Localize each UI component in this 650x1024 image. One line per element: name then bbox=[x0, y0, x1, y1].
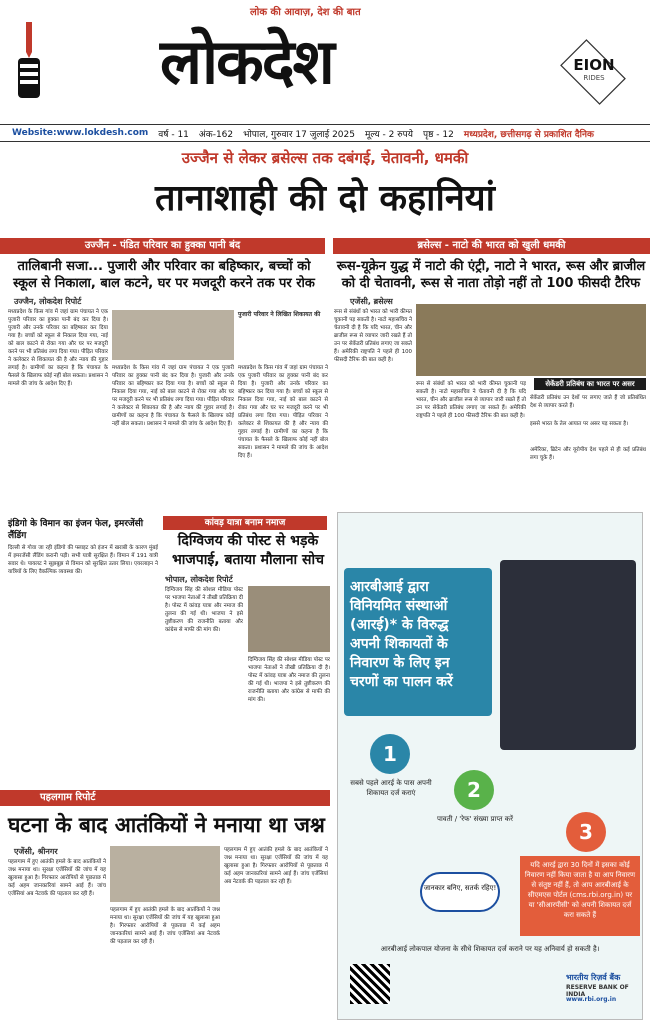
pahalgam-bar: पहलगाम रिपोर्ट bbox=[0, 790, 330, 806]
pahalgam-byline: एजेंसी, श्रीनगर bbox=[14, 847, 58, 856]
lead-headline: तानाशाही की दो कहानियां bbox=[155, 178, 495, 219]
right-byline: एजेंसी, ब्रसेल्स bbox=[350, 297, 393, 306]
mid-kicker: कांवड़ यात्रा बनाम नमाज bbox=[163, 516, 327, 530]
pahalgam-col3: पहलगाम में हुए आतंकी हमले के बाद आतंकियों ने जश्न मनाया था। सुरक्षा एजेंसियों की जांच में यह खुलासा हुआ है। गिरफ्तार आरोपियों से पूछताछ में कई अहम जानकारियां सामने आई हैं। जांच एजेंसियां अब नेटवर्क की पड़ताल कर रही हैं। bbox=[224, 847, 328, 885]
right-story-col2: रूस से संबंधों को भारत को भारी कीमत चुकानी पड़ सकती है। नाटो महासचिव ने चेतावनी दी है कि यदि भारत, चीन और ब्राजील रूस से व्यापार जारी रखते हैं तो उन पर सेकेंडरी प्रतिबंध लगाए जा सकते हैं। अमेरिकी राष्ट्रपति ने पहले ही 100 फीसदी टैरिफ की बात कही है। bbox=[416, 381, 526, 419]
pages-label: पृष्ठ - 12 bbox=[422, 129, 454, 140]
eion-logo-text: EION bbox=[573, 56, 615, 74]
lead-kicker: उज्जैन से लेकर ब्रसेल्स तक दबंगई, चेतावनी, धमकी bbox=[181, 149, 469, 167]
ad-brand-en: RESERVE BANK OF INDIA bbox=[566, 984, 629, 998]
pahalgam-col1: पहलगाम में हुए आतंकी हमले के बाद आतंकियों ने जश्न मनाया था। सुरक्षा एजेंसियों की जांच में यह खुलासा हुआ है। गिरफ्तार आरोपियों से पूछताछ में कई अहम जानकारियां सामने आई हैं। जांच एजेंसियां अब नेटवर्क की पड़ताल कर रही हैं। bbox=[8, 859, 106, 897]
pen-fist-logo-icon bbox=[8, 22, 48, 112]
left-story-headline: तालिबानी सजा... पुजारी और परिवार का बहिष्कार, बच्चों को स्कूल से निकाला, बाल कटने, घर पर मजदूरी करने तक पर रोक bbox=[13, 259, 315, 291]
left-byline: उज्जैन, लोकदेश रिपोर्ट bbox=[14, 297, 82, 306]
dateline: भोपाल, गुरुवार 17 जुलाई 2025 bbox=[243, 129, 355, 140]
ad-url[interactable]: www.rbi.org.in bbox=[566, 996, 617, 1003]
right-bullets bbox=[530, 394, 646, 470]
pahalgam-headline: घटना के बाद आतंकियों ने मनाया था जश्न bbox=[8, 813, 325, 837]
left-story-photo bbox=[112, 310, 234, 360]
eion-logo-sub: RIDES bbox=[583, 74, 605, 82]
left-photo-caption: पुजारी परिवार ने लिखित शिकायत की bbox=[238, 311, 321, 318]
right-story-photo bbox=[416, 304, 646, 376]
ad-step2-text: पावती / 'रेफ' संख्या प्राप्त करें bbox=[437, 815, 513, 823]
right-story-col1: रूस से संबंधों को भारत को भारी कीमत चुकानी पड़ सकती है। नाटो महासचिव ने चेतावनी दी है कि यदि भारत, चीन और ब्राजील रूस से व्यापार जारी रखते हैं तो उन पर सेकेंडरी प्रतिबंध लगाए जा सकते हैं। अमेरिकी राष्ट्रपति ने पहले ही 100 फीसदी टैरिफ की बात कही है। bbox=[334, 309, 412, 363]
right-section-bar: ब्रसेल्स - नाटो की भारत को खुली धमकी bbox=[333, 238, 650, 254]
mid-byline: भोपाल, लोकदेश रिपोर्ट bbox=[165, 575, 233, 584]
brief-text: दिल्ली से गोवा जा रही इंडिगो की फ्लाइट को इंजन में खराबी के कारण मुंबई में इमरजेंसी लैंडिंग करानी पड़ी। सभी यात्री सुरक्षित हैं। विमान में 191 यात्री सवार थे। पायलट ने सूझबूझ से विमान को सुरक्षित उतार लिया। एयरलाइन ने यात्रियों के लिए वैकल्पिक व्यवस्था की। bbox=[8, 545, 158, 575]
ad-step3-icon: 3 bbox=[566, 812, 606, 852]
left-story-col1: मध्यप्रदेश के किस गांव में जहां ग्राम पंचायत ने एक पुजारी परिवार का हुक्का पानी बंद कर दिया है। पुजारी और उनके परिवार का बहिष्कार कर दिया गया है। बच्चों को स्कूल से निकाल दिया गया, नाई को बाल काटने से रोका गया और घर पर मजदूरी करने पर भी प्रतिबंध लगा दिया गया। पीड़ित परिवार ने कलेक्टर से शिकायत की है और न्याय की गुहार लगाई है। ग्रामीणों का कहना है कि पंचायत के फैसले के खिलाफ कोई नहीं बोल सकता। प्रशासन ने मामले की जांच के आदेश दिए हैं। bbox=[8, 309, 108, 387]
ad-qr-code[interactable] bbox=[350, 964, 390, 1004]
ad-person-photo bbox=[500, 560, 636, 750]
mid-story-photo bbox=[248, 586, 330, 652]
website-link[interactable]: Website:www.lokdesh.com bbox=[12, 128, 149, 138]
pahalgam-col2: पहलगाम में हुए आतंकी हमले के बाद आतंकियों ने जश्न मनाया था। सुरक्षा एजेंसियों की जांच में यह खुलासा हुआ है। गिरफ्तार आरोपियों से पूछताछ में कई अहम जानकारियां सामने आई हैं। जांच एजेंसियां अब नेटवर्क की पड़ताल कर रही हैं। bbox=[110, 907, 220, 945]
ad-step2-icon: 2 bbox=[454, 770, 494, 810]
left-story-col3: मध्यप्रदेश के किस गांव में जहां ग्राम पंचायत ने एक पुजारी परिवार का हुक्का पानी बंद कर दिया है। पुजारी और उनके परिवार का बहिष्कार कर दिया गया है। बच्चों को स्कूल से निकाल दिया गया, नाई को बाल काटने से रोका गया और घर पर मजदूरी करने पर भी प्रतिबंध लगा दिया गया। पीड़ित परिवार ने कलेक्टर से शिकायत की है और न्याय की गुहार लगाई है। ग्रामीणों का कहना है कि पंचायत के फैसले के खिलाफ कोई नहीं बोल सकता। प्रशासन ने मामले की जांच के आदेश दिए हैं। bbox=[238, 365, 328, 459]
ad-brand: भारतीय रिज़र्व बैंक bbox=[566, 973, 621, 982]
left-section-bar: उज्जैन - पंडित परिवार का हुक्का पानी बंद bbox=[0, 238, 325, 254]
bullet-2: इससे भारत के तेल आयात पर असर पड़ सकता है। bbox=[530, 421, 629, 427]
bullet-1: सेकेंडरी प्रतिबंध उन देशों पर लगाए जाते हैं जो प्रतिबंधित देश से व्यापार करते हैं। bbox=[530, 395, 646, 409]
masthead-tagline: लोक की आवाज़, देश की बात bbox=[250, 7, 361, 18]
ad-step1-icon: 1 bbox=[370, 734, 410, 774]
price-label: मूल्य - 2 रुपये bbox=[364, 129, 413, 140]
brief-headline: इंडिगो के विमान का इंजन फेल, इमरजेंसी लैंडिंग bbox=[8, 519, 144, 541]
info-bar bbox=[0, 124, 650, 142]
mid-text-col2: दिग्विजय सिंह की सोशल मीडिया पोस्ट पर भाजपा नेताओं ने तीखी प्रतिक्रिया दी है। पोस्ट में कांवड़ यात्रा और नमाज की तुलना की गई थी। भाजपा ने इसे तुष्टीकरण की राजनीति बताया और कांग्रेस से माफी की मांग की। bbox=[248, 657, 330, 703]
pahalgam-photo bbox=[110, 846, 220, 902]
right-story-headline: रूस-यूक्रेन युद्ध में नाटो की एंट्री, नाटो ने भारत, रूस और ब्राजील को दी चेतावनी, रूस से नाता तोड़ो नहीं तो 100 फीसदी टैरिफ bbox=[336, 259, 646, 291]
published-label: मध्यप्रदेश, छत्तीसगढ़ से प्रकाशित दैनिक bbox=[463, 129, 594, 140]
right-photo-caption: सेकेंडरी प्रतिबंध का भारत पर असर bbox=[534, 378, 646, 390]
ad-headline: आरबीआई द्वारा विनियमित संस्थाओं (आरई)* के विरुद्ध अपनी शिकायतों के निवारण के लिए इन चरणों का पालन करें bbox=[350, 579, 453, 690]
ad-step3-text: यदि आरई द्वारा 30 दिनों में इसका कोई निवारण नहीं किया जाता है या आप निवारण से संतुष्ट नहीं हैं, तो आप आरबीआई के सीएमएस पोर्टल (cms.rbi.org.in) पर या 'सीआरपीसी' को अपनी शिकायत दर्ज करा सकते हैं bbox=[520, 856, 640, 936]
ad-footer: आरबीआई लोकपाल योजना के सीधे शिकायत दर्ज कराने पर यह अनिवार्य हो सकती है। bbox=[380, 945, 600, 953]
ad-step1-text: सबसे पहले आरई के पास अपनी शिकायत दर्ज कराएं bbox=[350, 779, 432, 797]
bullet-3: अमेरिका, ब्रिटेन और यूरोपीय देश पहले से ही कई प्रतिबंध लगा चुके हैं। bbox=[530, 447, 646, 461]
left-story-col2: मध्यप्रदेश के किस गांव में जहां ग्राम पंचायत ने एक पुजारी परिवार का हुक्का पानी बंद कर दिया है। पुजारी और उनके परिवार का बहिष्कार कर दिया गया है। बच्चों को स्कूल से निकाल दिया गया, नाई को बाल काटने से रोका गया और घर पर मजदूरी करने पर भी प्रतिबंध लगा दिया गया। पीड़ित परिवार ने कलेक्टर से शिकायत की है और न्याय की गुहार लगाई है। ग्रामीणों का कहना है कि पंचायत के फैसले के खिलाफ कोई नहीं बोल सकता। प्रशासन ने मामले की जांच के आदेश दिए हैं। bbox=[112, 365, 234, 427]
issue-label: अंक-162 bbox=[198, 129, 234, 140]
mid-headline: दिग्विजय की पोस्ट से भड़के भाजपाई, बताया मौलाना सोच bbox=[171, 533, 325, 568]
newspaper-title: लोकदेश bbox=[160, 25, 333, 98]
ad-bubble: जानकार बनिए, सतर्क रहिए! bbox=[420, 872, 500, 912]
year-label: वर्ष - 11 bbox=[158, 129, 189, 140]
mid-text-col1: दिग्विजय सिंह की सोशल मीडिया पोस्ट पर भाजपा नेताओं ने तीखी प्रतिक्रिया दी है। पोस्ट में कांवड़ यात्रा और नमाज की तुलना की गई थी। भाजपा ने इसे तुष्टीकरण की राजनीति बताया और कांग्रेस से माफी की मांग की। bbox=[165, 587, 243, 633]
